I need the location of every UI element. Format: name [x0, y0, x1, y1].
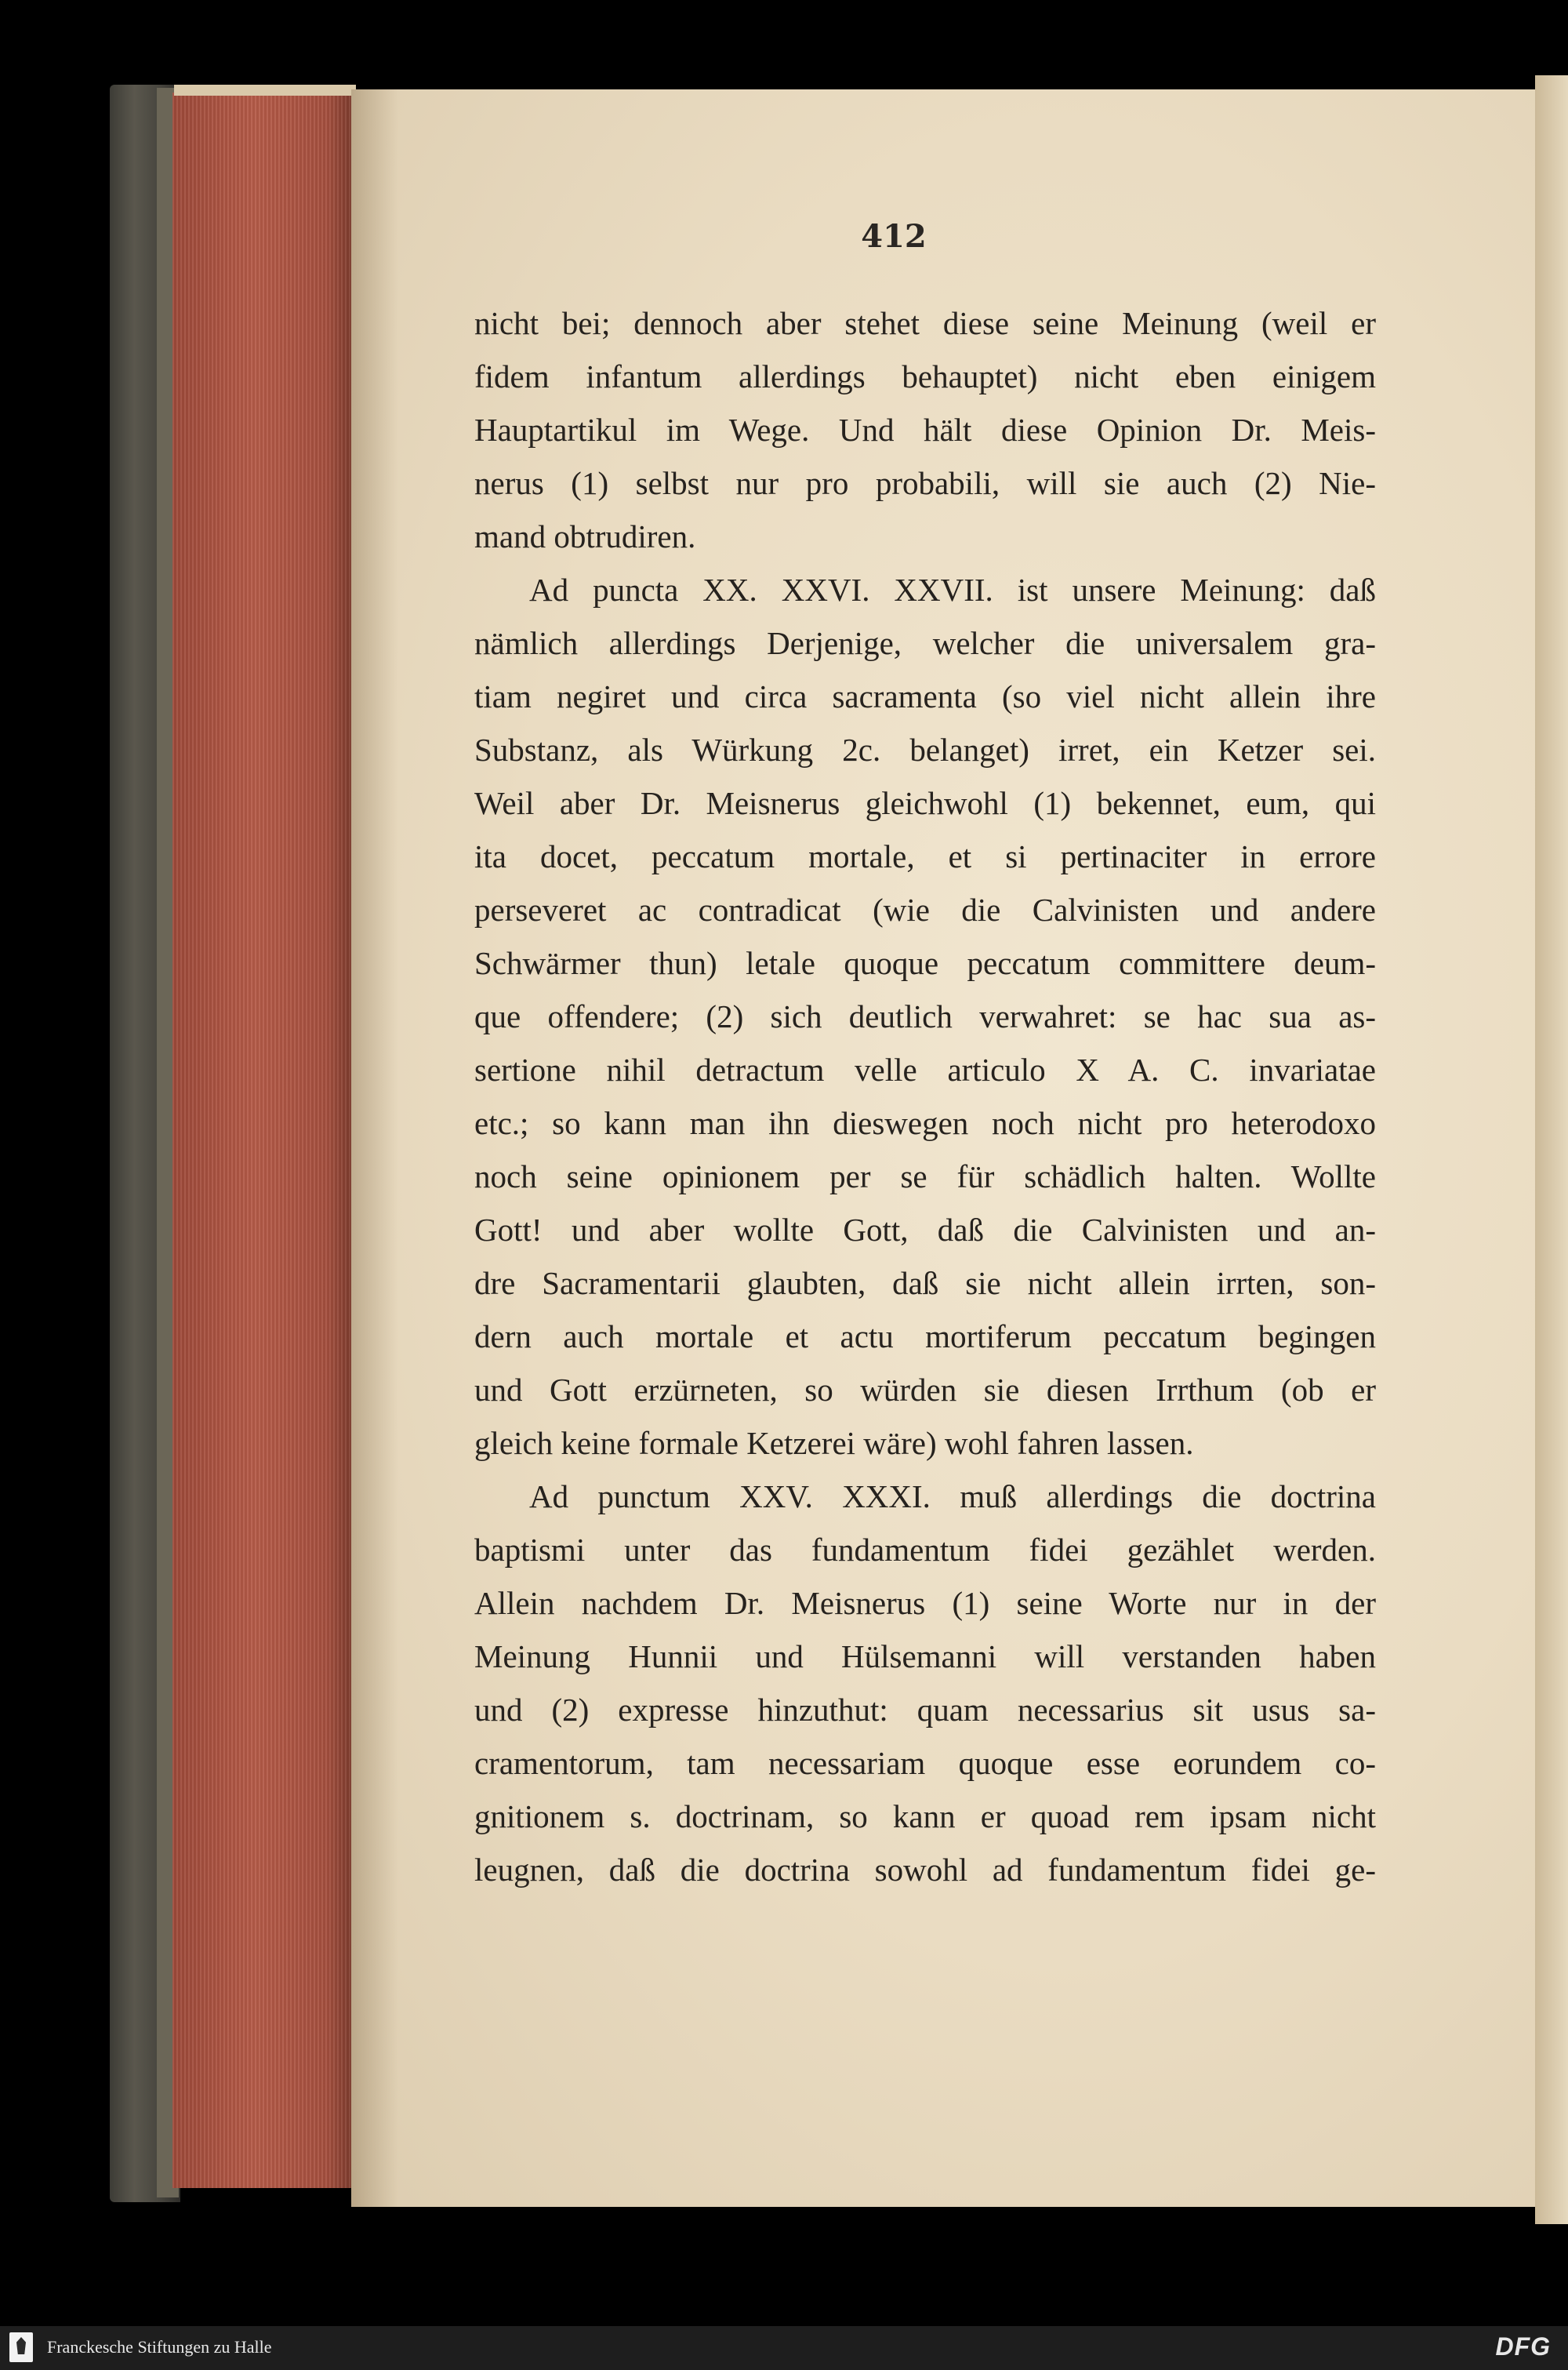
text-line: tiam negiret und circa sacramenta (so viel nicht allein ihre [474, 678, 1376, 714]
text-line: und Gott erzürneten, so würden sie diesen Irrthum (ob er [474, 1372, 1376, 1408]
text-line: Substanz, als Würkung 2c. belanget) irret, ein Ketzer sei. [474, 732, 1376, 768]
text-line: Meinung Hunnii und Hülsemanni will verstanden haben [474, 1638, 1376, 1674]
facing-page-edge [1535, 75, 1568, 2224]
page-stack-top [174, 85, 356, 96]
text-line: nämlich allerdings Derjenige, welcher die universalem gra- [474, 625, 1376, 661]
page-gutter-shadow [351, 89, 398, 2207]
franckesche-stiftungen-logo-icon [9, 2332, 33, 2362]
text-line: und (2) expresse hinzuthut: quam necessarius sit usus sa- [474, 1692, 1376, 1728]
text-line: que offendere; (2) sich deutlich verwahret: se hac sua as- [474, 998, 1376, 1034]
text-line: Weil aber Dr. Meisnerus gleichwohl (1) bekennet, eum, qui [474, 785, 1376, 821]
body-text [474, 296, 1376, 1896]
text-line: dern auch mortale et actu mortiferum peccatum begingen [474, 1318, 1376, 1354]
text-line: cramentorum, tam necessariam quoque esse eorundem co- [474, 1745, 1376, 1781]
text-line: noch seine opinionem per se für schädlich halten. Wollte [474, 1158, 1376, 1194]
text-line: mand obtrudiren. [474, 518, 696, 554]
text-line: Hauptartikul im Wege. Und hält diese Opinion Dr. Meis- [474, 412, 1376, 448]
text-line: Allein nachdem Dr. Meisnerus (1) seine Worte nur in der [474, 1585, 1376, 1621]
dfg-logo: DFG [1495, 2332, 1551, 2361]
viewer-footer [0, 2326, 1568, 2370]
text-line: dre Sacramentarii glaubten, daß sie nicht allein irrten, son- [474, 1265, 1376, 1301]
logo-mark-icon [16, 2337, 26, 2354]
text-line: nerus (1) selbst nur pro probabili, will sie auch (2) Nie- [474, 465, 1376, 501]
text-line: perseveret ac contradicat (wie die Calvinisten und andere [474, 892, 1376, 928]
text-line: Ad punctum XXV. XXXI. muß allerdings die doctrina [529, 1478, 1376, 1514]
text-line: ita docet, peccatum mortale, et si pertinaciter in errore [474, 838, 1376, 874]
text-line: fidem infantum allerdings behauptet) nicht eben einigem [474, 358, 1376, 394]
text-line: baptismi unter das fundamentum fidei gezählet werden. [474, 1532, 1376, 1568]
text-line: nicht bei; dennoch aber stehet diese seine Meinung (weil er [474, 305, 1376, 341]
institution-name: Franckesche Stiftungen zu Halle [47, 2337, 272, 2357]
page-number: 412 [861, 218, 927, 255]
text-line: Ad puncta XX. XXVI. XXVII. ist unsere Meinung: daß [529, 572, 1376, 608]
text-line: sertione nihil detractum velle articulo X A. C. invariatae [474, 1052, 1376, 1088]
text-line: etc.; so kann man ihn dieswegen noch nicht pro heterodoxo [474, 1105, 1376, 1141]
text-line: gnitionem s. doctrinam, so kann er quoad rem ipsam nicht [474, 1798, 1376, 1834]
text-line: Schwärmer thun) letale quoque peccatum committere deum- [474, 945, 1376, 981]
text-line: Gott! und aber wollte Gott, daß die Calvinisten und an- [474, 1212, 1376, 1248]
text-line: gleich keine formale Ketzerei wäre) wohl fahren lassen. [474, 1425, 1194, 1461]
page-edges-red [172, 93, 354, 2188]
text-line: leugnen, daß die doctrina sowohl ad fundamentum fidei ge- [474, 1852, 1376, 1888]
